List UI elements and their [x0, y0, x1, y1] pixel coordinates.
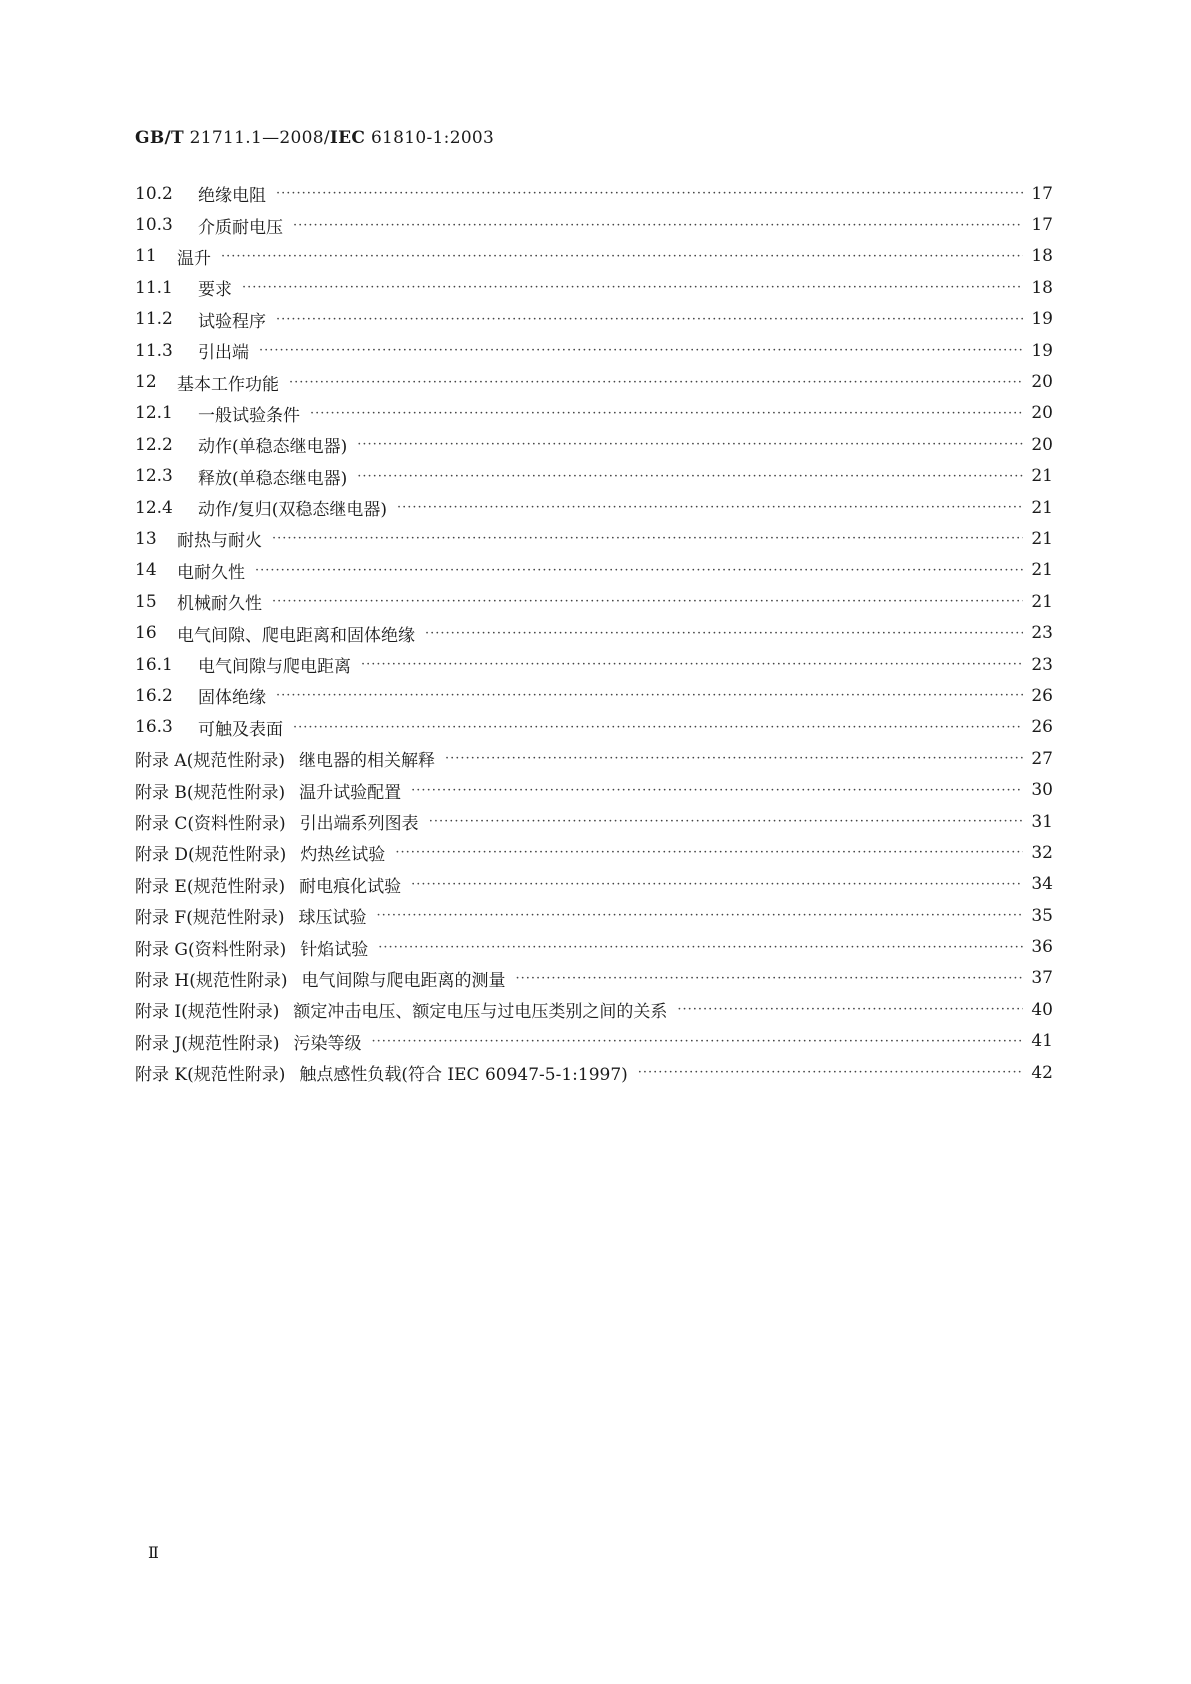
toc-leader-dots: [429, 813, 1023, 830]
toc-entry[interactable]: [135, 994, 1053, 1025]
toc-leader-dots: [276, 185, 1023, 202]
page-number-footer: Ⅱ: [148, 1543, 159, 1562]
toc-entry-title: 针焰试验: [300, 939, 369, 960]
toc-entry-title: 试验程序: [198, 311, 266, 332]
toc-entry-number: 16.2: [135, 685, 173, 706]
toc-entry[interactable]: [135, 963, 1053, 994]
table-of-contents: [135, 178, 1053, 1088]
toc-entry-number: 11.1: [135, 277, 173, 298]
toc-entry[interactable]: [135, 806, 1053, 837]
toc-entry-number: 14: [135, 560, 157, 581]
toc-entry-number: 12: [135, 372, 157, 393]
toc-leader-dots: [411, 876, 1023, 893]
toc-leader-dots: [272, 593, 1023, 610]
toc-entry-page: 20: [1031, 372, 1053, 393]
toc-entry[interactable]: [135, 304, 1053, 335]
toc-entry[interactable]: [135, 774, 1053, 805]
toc-entry-number: 16.3: [135, 717, 173, 738]
toc-leader-dots: [361, 656, 1023, 673]
toc-entry-page: 17: [1031, 183, 1053, 204]
toc-leader-dots: [276, 687, 1023, 704]
toc-entry[interactable]: [135, 680, 1053, 711]
toc-entry-number: 16: [135, 623, 157, 644]
toc-entry-title: 固体绝缘: [198, 688, 266, 709]
toc-entry-title: 介质耐电压: [198, 217, 283, 238]
toc-leader-dots: [293, 719, 1023, 736]
toc-entry-page: 21: [1031, 560, 1053, 581]
toc-leader-dots: [242, 279, 1023, 296]
std-prefix: GB/T: [135, 128, 184, 148]
toc-entry-number: 11.2: [135, 309, 173, 330]
toc-entry-number: 附录 D(规范性附录): [135, 845, 287, 866]
toc-entry[interactable]: [135, 555, 1053, 586]
toc-entry-title: 温升: [177, 248, 211, 269]
toc-entry[interactable]: [135, 617, 1053, 648]
toc-entry-page: 20: [1031, 403, 1053, 424]
toc-entry[interactable]: [135, 900, 1053, 931]
toc-entry-page: 18: [1031, 246, 1053, 267]
toc-leader-dots: [378, 939, 1023, 956]
toc-entry-page: 20: [1031, 434, 1053, 455]
toc-leader-dots: [677, 1001, 1023, 1018]
toc-leader-dots: [411, 782, 1023, 799]
toc-entry-page: 34: [1031, 874, 1053, 895]
toc-entry[interactable]: [135, 272, 1053, 303]
toc-entry-number: 附录 A(规范性附录): [135, 751, 285, 772]
toc-entry-page: 27: [1031, 748, 1053, 769]
toc-entry-number: 附录 G(资料性附录): [135, 939, 287, 960]
toc-entry-page: 37: [1031, 968, 1053, 989]
toc-entry[interactable]: [135, 649, 1053, 680]
toc-entry-page: 36: [1031, 937, 1053, 958]
toc-entry-page: 41: [1031, 1031, 1053, 1052]
toc-entry-number: 10.2: [135, 183, 173, 204]
toc-entry-title: 耐电痕化试验: [299, 876, 402, 897]
toc-entry[interactable]: [135, 712, 1053, 743]
toc-leader-dots: [357, 468, 1023, 485]
toc-entry[interactable]: [135, 586, 1053, 617]
toc-entry-title: 要求: [198, 280, 232, 301]
toc-leader-dots: [397, 499, 1023, 516]
toc-entry-number: 15: [135, 591, 157, 612]
toc-leader-dots: [638, 1064, 1023, 1081]
toc-leader-dots: [425, 625, 1023, 642]
toc-leader-dots: [293, 217, 1023, 234]
toc-entry-title: 触点感性负载(符合 IEC 60947-5-1:1997): [299, 1065, 628, 1086]
toc-entry-title: 基本工作功能: [177, 374, 279, 395]
toc-entry[interactable]: [135, 1057, 1053, 1088]
toc-entry-page: 18: [1031, 277, 1053, 298]
toc-entry-page: 26: [1031, 717, 1053, 738]
toc-entry[interactable]: [135, 837, 1053, 868]
toc-leader-dots: [255, 562, 1023, 579]
toc-entry-title: 灼热丝试验: [300, 845, 386, 866]
toc-entry-number: 11: [135, 246, 157, 267]
std-number: 21711.1—2008/: [189, 128, 330, 148]
toc-entry-page: 40: [1031, 999, 1053, 1020]
toc-entry-title: 绝缘电阻: [198, 186, 266, 207]
toc-entry[interactable]: [135, 398, 1053, 429]
toc-entry-title: 动作/复归(双稳态继电器): [198, 500, 387, 521]
toc-entry-title: 电气间隙与爬电距离的测量: [301, 970, 506, 991]
toc-entry[interactable]: [135, 178, 1053, 209]
toc-leader-dots: [376, 907, 1023, 924]
toc-leader-dots: [445, 750, 1023, 767]
toc-entry-number: 16.1: [135, 654, 173, 675]
toc-leader-dots: [357, 436, 1023, 453]
toc-entry-number: 12.4: [135, 497, 173, 518]
toc-entry-number: 附录 B(规范性附录): [135, 782, 286, 803]
toc-entry-title: 温升试验配置: [299, 782, 402, 803]
toc-entry[interactable]: [135, 209, 1053, 240]
toc-entry-page: 21: [1031, 466, 1053, 487]
toc-entry-page: 19: [1031, 309, 1053, 330]
toc-entry-number: 附录 F(规范性附录): [135, 908, 285, 929]
toc-entry-page: 32: [1031, 842, 1053, 863]
toc-entry[interactable]: [135, 523, 1053, 554]
toc-leader-dots: [259, 342, 1023, 359]
toc-entry-title: 一般试验条件: [198, 405, 300, 426]
toc-entry[interactable]: [135, 429, 1053, 460]
toc-entry-number: 12.1: [135, 403, 173, 424]
toc-entry-page: 17: [1031, 215, 1053, 236]
toc-entry-title: 机械耐久性: [177, 594, 262, 615]
toc-entry[interactable]: [135, 366, 1053, 397]
toc-leader-dots: [310, 405, 1023, 422]
toc-entry-number: 附录 C(资料性附录): [135, 814, 286, 834]
toc-entry[interactable]: [135, 461, 1053, 492]
toc-entry-title: 污染等级: [293, 1033, 362, 1054]
toc-entry-number: 10.3: [135, 215, 173, 236]
toc-leader-dots: [289, 374, 1023, 391]
toc-entry-page: 21: [1031, 528, 1053, 549]
toc-entry-page: 21: [1031, 591, 1053, 612]
toc-entry-page: 31: [1031, 811, 1053, 832]
toc-entry-title: 继电器的相关解释: [298, 751, 435, 772]
toc-leader-dots: [276, 311, 1023, 328]
toc-entry-page: 30: [1031, 780, 1053, 801]
toc-entry-title: 耐热与耐火: [177, 531, 262, 552]
toc-entry-title: 球压试验: [298, 908, 367, 929]
toc-entry-page: 21: [1031, 497, 1053, 518]
toc-leader-dots: [395, 844, 1023, 861]
toc-entry-number: 12.2: [135, 434, 173, 455]
toc-entry-title: 释放(单稳态继电器): [198, 468, 348, 489]
toc-entry[interactable]: [135, 1026, 1053, 1057]
toc-entry-number: 附录 E(规范性附录): [135, 876, 286, 897]
toc-entry-title: 电气间隙与爬电距离: [198, 657, 351, 678]
toc-entry-page: 23: [1031, 623, 1053, 644]
document-header: [135, 128, 494, 148]
toc-leader-dots: [272, 530, 1023, 547]
toc-entry-page: 19: [1031, 340, 1053, 361]
toc-entry-title: 可触及表面: [198, 719, 283, 740]
toc-leader-dots: [516, 970, 1024, 987]
toc-entry[interactable]: [135, 931, 1053, 962]
toc-entry-number: 11.3: [135, 340, 173, 361]
toc-entry-number: 附录 I(规范性附录): [135, 1002, 280, 1023]
toc-entry-number: 附录 J(规范性附录): [135, 1033, 280, 1054]
toc-entry-title: 引出端: [198, 343, 249, 364]
toc-leader-dots: [371, 1033, 1023, 1050]
toc-leader-dots: [221, 248, 1023, 265]
toc-entry-title: 动作(单稳态继电器): [198, 437, 348, 458]
toc-entry-page: 42: [1031, 1062, 1053, 1083]
toc-entry[interactable]: [135, 743, 1053, 774]
toc-entry-title: 电气间隙、爬电距离和固体绝缘: [177, 625, 415, 646]
toc-entry[interactable]: [135, 492, 1053, 523]
toc-entry-number: 12.3: [135, 466, 173, 487]
toc-entry-number: 13: [135, 528, 157, 549]
toc-entry[interactable]: [135, 869, 1053, 900]
toc-entry-number: 附录 K(规范性附录): [135, 1065, 286, 1086]
iec-prefix: IEC: [329, 128, 366, 148]
toc-entry-title: 引出端系列图表: [299, 814, 419, 834]
toc-entry-page: 23: [1031, 654, 1053, 675]
toc-entry-page: 26: [1031, 685, 1053, 706]
toc-entry-number: 附录 H(规范性附录): [135, 970, 288, 991]
toc-entry-title: 电耐久性: [177, 562, 245, 583]
iec-number: 61810-1:2003: [370, 128, 495, 148]
toc-entry[interactable]: [135, 335, 1053, 366]
toc-entry[interactable]: [135, 241, 1053, 272]
toc-entry-title: 额定冲击电压、额定电压与过电压类别之间的关系: [293, 1002, 668, 1023]
toc-entry-page: 35: [1031, 905, 1053, 926]
